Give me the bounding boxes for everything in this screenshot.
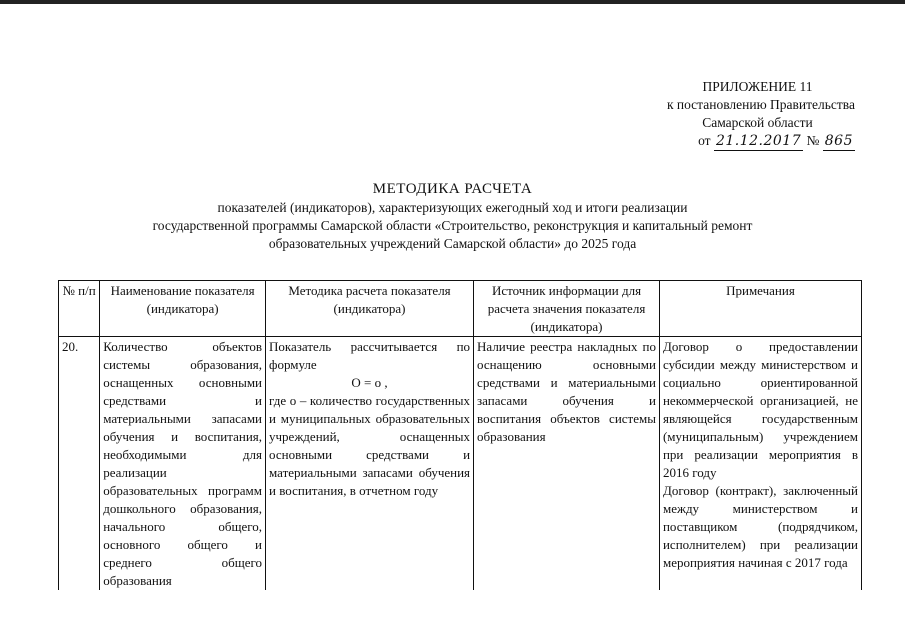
row-method [266,337,474,591]
row-source: Наличие реестра накладных по оснащению основными средствами и материальными запасами обучения и воспитания объектов системы образования [474,337,660,591]
document-heading [0,180,905,253]
header-method: Методика расчета показателя (индикатора) [266,281,474,337]
subtitle-line-3: образовательных учреждений Самарской области» до 2025 года [268,236,637,251]
handwritten-number: 865 [824,133,853,149]
header-notes: Примечания [659,281,861,337]
method-formula: O = o , [351,375,388,390]
row-notes [659,337,861,591]
row-indicator-name: Количество объектов системы образования, оснащенных основными средствами и материальными запасами обучения и воспитания, необходимыми для реализации образовательных программ дошкольного образования, начального общего, основного общего и среднего общего образования [100,337,266,591]
row-number: 20. [59,337,100,591]
note-subsidy-agreement: Договор о предоставлении субсидии между министерством и социально ориентированной некоммерческой организацией, не являющейся государственным (муниципальным) учреждением при реализации мероприятия в 2016 году [662,339,858,480]
note-contract: Договор (контракт), заключенный между министерством и поставщиком (подрядчиком, исполнителем) при реализации мероприятия начиная с 2017 года [662,483,858,570]
header-source: Источник информации для расчета значения показателя (индикатора) [474,281,660,337]
header-number: № п/п [59,281,100,337]
header-indicator-name: Наименование показателя (индикатора) [100,281,266,337]
appendix-resolution: к постановлению Правительства [666,97,855,112]
subtitle-line-1: показателей (индикаторов), характеризующих ежегодный ход и итоги реализации [217,200,688,215]
subtitle-line-2: государственной программы Самарской области «Строительство, реконструкция и капитальный ремонт [152,218,753,233]
document-title: МЕТОДИКА РАСЧЕТА [372,181,533,197]
table-row [59,337,862,591]
appendix-region: Самарской области [702,115,813,130]
appendix-date-number [600,132,855,151]
number-prefix: № [806,133,820,148]
indicators-table [58,280,862,590]
appendix-block [600,78,855,151]
appendix-title: ПРИЛОЖЕНИЕ 11 [702,79,813,94]
method-intro: Показатель рассчитывается по формуле [269,339,471,372]
table-header-row [59,281,862,337]
method-explanation: где o – количество государственных и муниципальных образовательных учреждений, оснащенных основными средствами и материальными запасами обучения и воспитания, в отчетном году [269,393,471,498]
date-prefix: от [698,133,711,148]
handwritten-date: 21.12.2017 [715,133,802,149]
scan-top-border [0,0,905,4]
